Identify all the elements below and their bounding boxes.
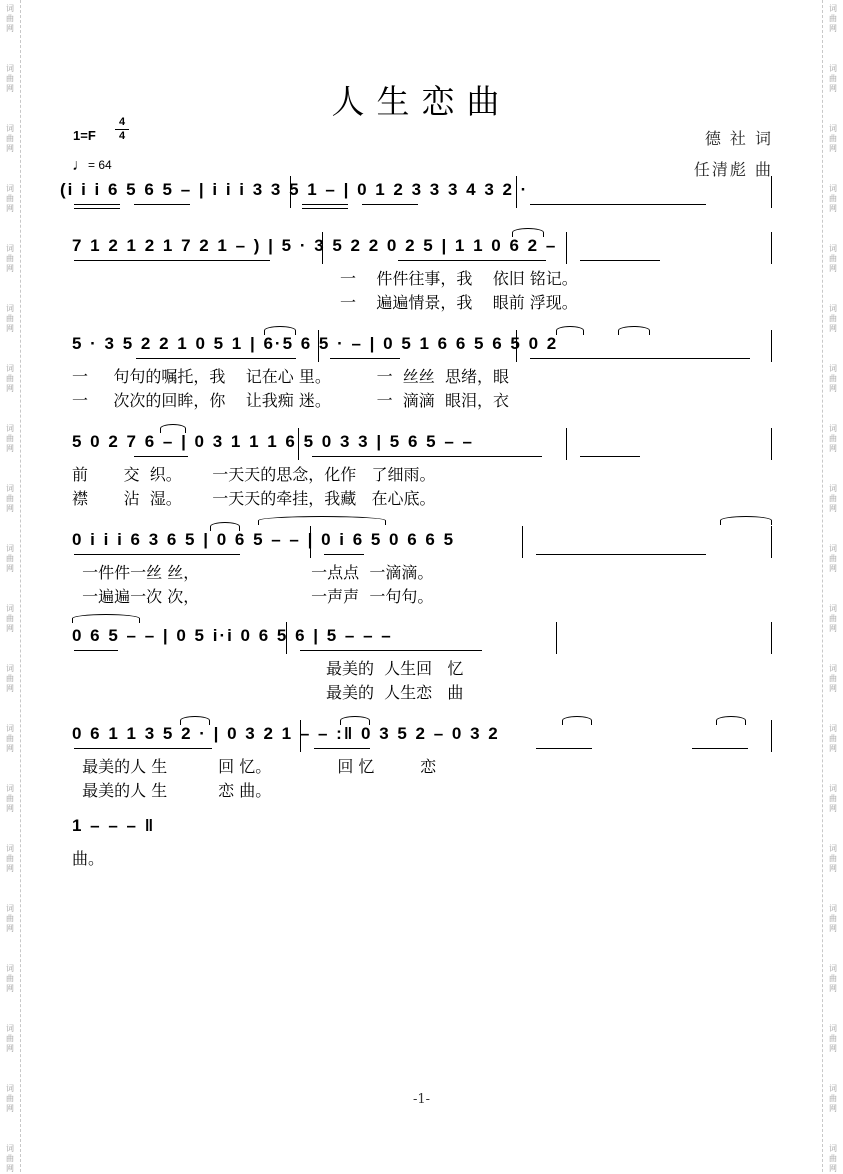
beam: [530, 204, 706, 205]
watermark-text: 词 曲 网: [6, 244, 14, 273]
watermark-text: 词 曲 网: [6, 484, 14, 513]
lyric-verse-2: 最美的人 生 恋 曲。: [72, 781, 272, 800]
left-margin: [0, 0, 21, 1172]
slur: [716, 716, 746, 725]
beam: [74, 650, 118, 651]
watermark-text: 词 曲 网: [6, 124, 14, 153]
beam: [580, 456, 640, 457]
watermark-text: 词 曲 网: [6, 184, 14, 213]
slur: [72, 614, 140, 623]
beam: [536, 748, 592, 749]
barline: [771, 720, 772, 752]
watermark-text: 词 曲 网: [829, 904, 837, 933]
barline: [771, 330, 772, 362]
time-signature-top: 4: [118, 116, 126, 128]
watermark-text: 词 曲 网: [829, 184, 837, 213]
slur: [556, 326, 584, 335]
beam: [74, 204, 120, 205]
song-title: 人生恋曲: [331, 82, 512, 121]
barline: [286, 622, 287, 654]
beam: [74, 260, 270, 261]
barline: [516, 176, 517, 208]
lyricist-credit: 德 社 词: [704, 129, 773, 148]
watermark-text: 词 曲 网: [829, 424, 837, 453]
slur: [618, 326, 650, 335]
beam: [134, 204, 190, 205]
barline: [771, 428, 772, 460]
watermark-text: 词 曲 网: [6, 664, 14, 693]
watermark-text: 词 曲 网: [829, 604, 837, 633]
lyric-verse-1: 最美的 人生回 忆: [326, 659, 464, 678]
barline: [318, 330, 319, 362]
notation-line: 5 0 2 7 6 – | 0 3 1 1 1 6 5 0 3 3 | 5 6 5 – –: [72, 432, 474, 451]
beam: [324, 554, 364, 555]
watermark-text: 词 曲 网: [6, 1084, 14, 1113]
time-signature-bottom: 4: [115, 129, 129, 143]
watermark-text: 词 曲 网: [829, 544, 837, 573]
composer-credit: 任清彪 曲: [693, 160, 773, 179]
slur: [210, 522, 240, 531]
watermark-text: 词 曲 网: [6, 64, 14, 93]
tempo-marking: [72, 157, 112, 175]
watermark-text: 词 曲 网: [6, 364, 14, 393]
barline: [300, 720, 301, 752]
notation-line: 0 6 5 – – | 0 5 i·i 0 6 5 6 | 5 – – –: [72, 626, 393, 645]
watermark-text: 词 曲 网: [6, 544, 14, 573]
watermark-text: 词 曲 网: [6, 424, 14, 453]
beam: [136, 358, 296, 359]
watermark-text: 词 曲 网: [829, 4, 837, 33]
beam: [314, 748, 370, 749]
barline: [771, 622, 772, 654]
slur: [180, 716, 210, 725]
barline: [771, 232, 772, 264]
time-signature: [115, 116, 129, 143]
lyric-verse-2: 一遍遍一次 次， 一声声 一句句。: [72, 587, 434, 606]
beam: [692, 748, 748, 749]
watermark-text: 词 曲 网: [6, 1144, 14, 1173]
beam: [74, 554, 240, 555]
quarter-note-icon: ♩: [72, 157, 88, 174]
beam: [302, 204, 348, 205]
notation-line: 1 – – – ‖: [72, 816, 156, 835]
barline: [290, 176, 291, 208]
watermark-text: 词 曲 网: [829, 664, 837, 693]
slur: [264, 326, 296, 335]
beam: [134, 456, 188, 457]
watermark-text: 词 曲 网: [829, 964, 837, 993]
lyric-verse-1: 一 件件往事，我 依旧 铭记。: [340, 269, 578, 288]
lyric-verse-1: 曲。: [72, 849, 105, 868]
beam: [398, 260, 546, 261]
watermark-text: 词 曲 网: [6, 604, 14, 633]
slur: [160, 424, 186, 433]
watermark-text: 词 曲 网: [829, 364, 837, 393]
barline: [522, 526, 523, 558]
watermark-text: 词 曲 网: [6, 784, 14, 813]
lyric-verse-1: 一件件一丝 丝， 一点点 一滴滴。: [72, 563, 434, 582]
barline: [310, 526, 311, 558]
notation-line: 7 1 2 1 2 1 7 2 1 – ) | 5 · 3 5 2 2 0 2 5 | 1 1 0 6 2 –: [72, 236, 558, 255]
page-number: -1-: [412, 1092, 431, 1107]
watermark-text: 词 曲 网: [6, 724, 14, 753]
watermark-text: 词 曲 网: [829, 304, 837, 333]
lyric-verse-1: 最美的人 生 回 忆。 回 忆 恋: [72, 757, 437, 776]
watermark-text: 词 曲 网: [829, 244, 837, 273]
beam: [312, 456, 542, 457]
barline: [556, 622, 557, 654]
watermark-text: 词 曲 网: [829, 784, 837, 813]
watermark-text: 词 曲 网: [6, 904, 14, 933]
notation-line: (i i i 6 5 6 5 – | i i i 3 3 5 1 – | 0 1 2 3 3 3 4 3 2 ·: [60, 180, 529, 199]
beam: [302, 208, 348, 209]
barline: [771, 176, 772, 208]
watermark-text: 词 曲 网: [829, 724, 837, 753]
slur: [562, 716, 592, 725]
watermark-text: 词 曲 网: [829, 64, 837, 93]
beam: [536, 554, 706, 555]
barline: [566, 232, 567, 264]
tempo-value: = 64: [88, 158, 112, 172]
slur: [340, 716, 370, 725]
watermark-text: 词 曲 网: [6, 1024, 14, 1053]
lyric-verse-1: 前 交 织。 一天天的思念，化作 了细雨。: [72, 465, 436, 484]
lyric-verse-1: 一 句句的嘱托，我 记在心 里。 一 丝丝 思绪，眼: [72, 367, 509, 386]
beam: [300, 650, 482, 651]
lyric-verse-2: 襟 沾 湿。 一天天的牵挂，我藏 在心底。: [72, 489, 436, 508]
beam: [530, 358, 750, 359]
watermark-text: 词 曲 网: [829, 1024, 837, 1053]
watermark-text: 词 曲 网: [829, 484, 837, 513]
key-signature: 1=F: [73, 128, 96, 143]
watermark-text: 词 曲 网: [6, 844, 14, 873]
beam: [362, 204, 418, 205]
watermark-text: 词 曲 网: [6, 4, 14, 33]
beam: [74, 208, 120, 209]
barline: [322, 232, 323, 264]
slur: [512, 228, 544, 237]
right-margin: [822, 0, 843, 1172]
slur: [720, 516, 772, 525]
watermark-text: 词 曲 网: [829, 1084, 837, 1113]
lyric-verse-2: 一 次次的回眸，你 让我痴 迷。 一 滴滴 眼泪，衣: [72, 391, 509, 410]
watermark-text: 词 曲 网: [829, 844, 837, 873]
beam: [580, 260, 660, 261]
lyric-verse-2: 最美的 人生恋 曲: [326, 683, 464, 702]
watermark-text: 词 曲 网: [6, 304, 14, 333]
barline: [516, 330, 517, 362]
notation-line: 0 i i i 6 3 6 5 | 0 6 5 – – | 0 i 6 5 0 6 6 5: [72, 530, 456, 549]
notation-line: 0 6 1 1 3 5 2 · | 0 3 2 1 – – :‖ 0 3 5 2 – 0 3 2: [72, 724, 500, 743]
barline: [566, 428, 567, 460]
watermark-text: 词 曲 网: [829, 124, 837, 153]
barline: [298, 428, 299, 460]
watermark-text: 词 曲 网: [6, 964, 14, 993]
notation-line: 5 · 3 5 2 2 1 0 5 1 | 6·5 6 5 · – | 0 5 1 6 6 5 6 5 0 2: [72, 334, 559, 353]
lyric-verse-2: 一 遍遍情景，我 眼前 浮现。: [340, 293, 578, 312]
watermark-text: 词 曲 网: [829, 1144, 837, 1173]
beam: [74, 748, 212, 749]
beam: [330, 358, 400, 359]
slur: [258, 516, 386, 525]
barline: [771, 526, 772, 558]
